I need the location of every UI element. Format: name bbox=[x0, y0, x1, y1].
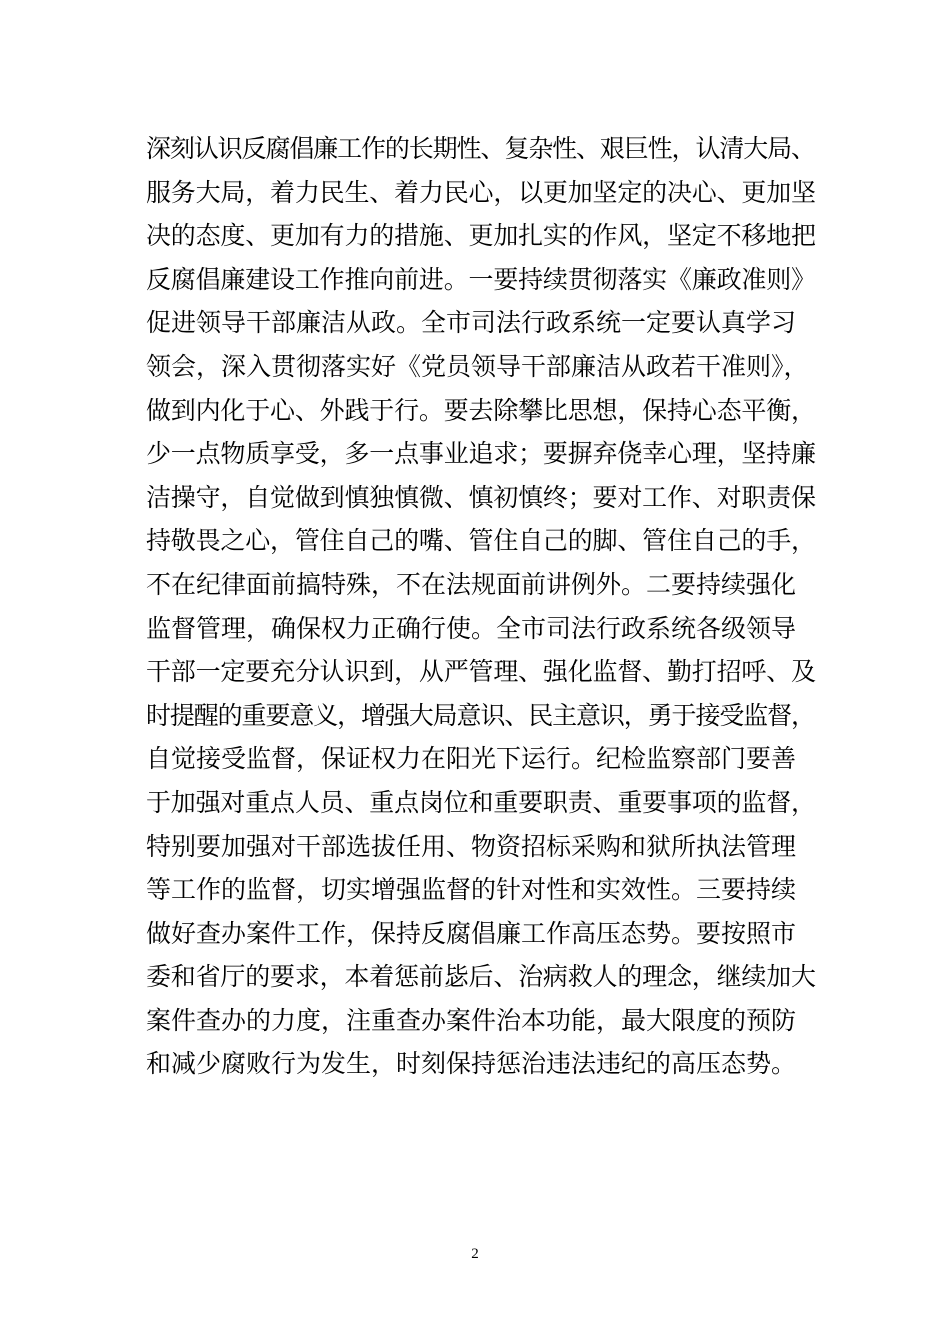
text-line: 自觉接受监督，保证权力在阳光下运行。纪检监察部门要善 bbox=[146, 744, 797, 774]
text-line: 于加强对重点人员、重点岗位和重要职责、重要事项的监督， bbox=[146, 787, 816, 817]
text-line: 持敬畏之心，管住自己的嘴、管住自己的脚、管住自己的手， bbox=[146, 526, 816, 556]
text-line: 深刻认识反腐倡廉工作的长期性、复杂性、艰巨性，认清大局、 bbox=[146, 134, 815, 163]
text-line: 等工作的监督，切实增强监督的针对性和实效性。三要持续 bbox=[146, 875, 797, 905]
text-line: 做好查办案件工作，保持反腐倡廉工作高压态势。要按照市 bbox=[146, 918, 797, 948]
text-line: 领会，深入贯彻落实好《党员领导干部廉洁从政若干准则》， bbox=[146, 351, 809, 381]
page-number: 2 bbox=[471, 1246, 479, 1262]
text-line: 少一点物质享受，多一点事业追求；要摒弃侥幸心理，坚持廉 bbox=[146, 439, 816, 469]
text-line: 服务大局，着力民生、着力民心，以更加坚定的决心、更加坚 bbox=[146, 177, 816, 207]
body-text bbox=[146, 127, 816, 1086]
text-line: 时提醒的重要意义，增强大局意识、民主意识，勇于接受监督， bbox=[146, 700, 815, 730]
text-line: 案件查办的力度，注重查办案件治本功能，最大限度的预防 bbox=[146, 1005, 797, 1035]
text-line: 委和省厅的要求，本着惩前毖后、治病救人的理念，继续加大 bbox=[146, 962, 816, 992]
text-line: 不在纪律面前搞特殊，不在法规面前讲例外。二要持续强化 bbox=[146, 569, 797, 599]
text-line: 反腐倡廉建设工作推向前进。一要持续贯彻落实《廉政准则》 bbox=[146, 264, 816, 294]
text-line: 监督管理，确保权力正确行使。全市司法行政系统各级领导 bbox=[146, 613, 797, 643]
text-line: 特别要加强对干部选拔任用、物资招标采购和狱所执法管理 bbox=[146, 831, 797, 861]
text-line: 干部一定要充分认识到，从严管理、强化监督、勤打招呼、及 bbox=[146, 657, 816, 687]
text-line: 促进领导干部廉洁从政。全市司法行政系统一定要认真学习 bbox=[146, 308, 797, 338]
text-line: 做到内化于心、外践于行。要去除攀比思想，保持心态平衡， bbox=[146, 395, 816, 425]
text-line: 洁操守，自觉做到慎独慎微、慎初慎终；要对工作、对职责保 bbox=[146, 482, 816, 512]
text-line: 和减少腐败行为发生，时刻保持惩治违法违纪的高压态势。 bbox=[146, 1049, 797, 1079]
text-line: 决的态度、更加有力的措施、更加扎实的作风，坚定不移地把 bbox=[146, 221, 816, 251]
